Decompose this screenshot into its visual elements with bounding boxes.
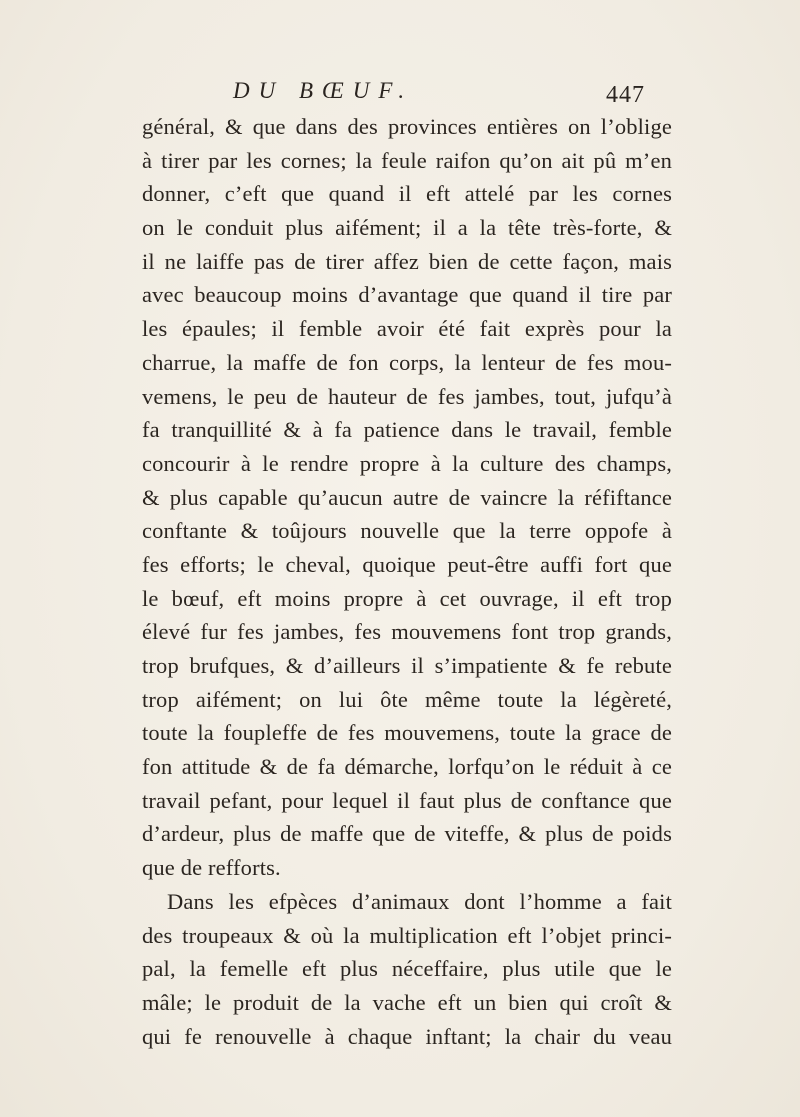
text-line: des troupeaux & où la multiplication eft l’objet princi-: [142, 922, 672, 948]
text-line: à tirer par les cornes; la feule raifon qu’on ait pû m’en: [142, 147, 672, 173]
text-line: donner, c’eft que quand il eft attelé par les cornes: [142, 181, 672, 207]
body-text: [142, 110, 672, 1053]
page-number: 447: [606, 82, 645, 108]
text-line: trop aifément; on lui ôte même toute la légèreté,: [142, 686, 672, 712]
text-line: mâle; le produit de la vache eft un bien qui croît &: [142, 989, 672, 1015]
text-line: le bœuf, eft moins propre à cet ouvrage, il eft trop: [142, 585, 672, 611]
text-line: fes efforts; le cheval, quoique peut-être auffi fort que: [142, 551, 672, 577]
text-line: travail pefant, pour lequel il faut plus de conftance que: [142, 787, 672, 813]
text-line: qui fe renouvelle à chaque inftant; la chair du veau: [142, 1023, 672, 1049]
text-line: élevé fur fes jambes, fes mouvemens font trop grands,: [142, 619, 672, 645]
text-line: général, & que dans des provinces entières on l’oblige: [142, 114, 672, 139]
text-line: pal, la femelle eft plus néceffaire, plus utile que le: [142, 956, 672, 982]
text-line: les épaules; il femble avoir été fait exprès pour la: [142, 316, 672, 342]
text-line: toute la foupleffe de fes mouvemens, toute la grace de: [142, 720, 672, 746]
text-line: que de refforts.: [142, 855, 281, 881]
text-line: il ne laiffe pas de tirer affez bien de cette façon, mais: [142, 248, 672, 274]
text-line: fon attitude & de fa démarche, lorfqu’on le réduit à ce: [142, 754, 672, 780]
text-line: fa tranquillité & à fa patience dans le travail, femble: [142, 417, 672, 443]
text-line: avec beaucoup moins d’avantage que quand il tire par: [142, 282, 672, 308]
text-line: concourir à le rendre propre à la culture des champs,: [142, 450, 672, 476]
running-title: DU BŒUF.: [233, 78, 414, 103]
text-line: d’ardeur, plus de maffe que de viteffe, & plus de poids: [142, 821, 672, 847]
text-line: & plus capable qu’aucun autre de vaincre la réfiftance: [142, 484, 672, 510]
text-line: conftante & toûjours nouvelle que la terre oppofe à: [142, 518, 672, 544]
text-line: trop brufques, & d’ailleurs il s’impatiente & fe rebute: [142, 653, 672, 678]
text-line: on le conduit plus aifément; il a la tête très-forte, &: [142, 215, 672, 241]
text-line: vemens, le peu de hauteur de fes jambes, tout, jufqu’à: [142, 383, 672, 409]
text-line: charrue, la maffe de fon corps, la lenteur de fes mou-: [142, 349, 672, 375]
paragraph-start-line: Dans les efpèces d’animaux dont l’homme a fait: [167, 888, 672, 914]
